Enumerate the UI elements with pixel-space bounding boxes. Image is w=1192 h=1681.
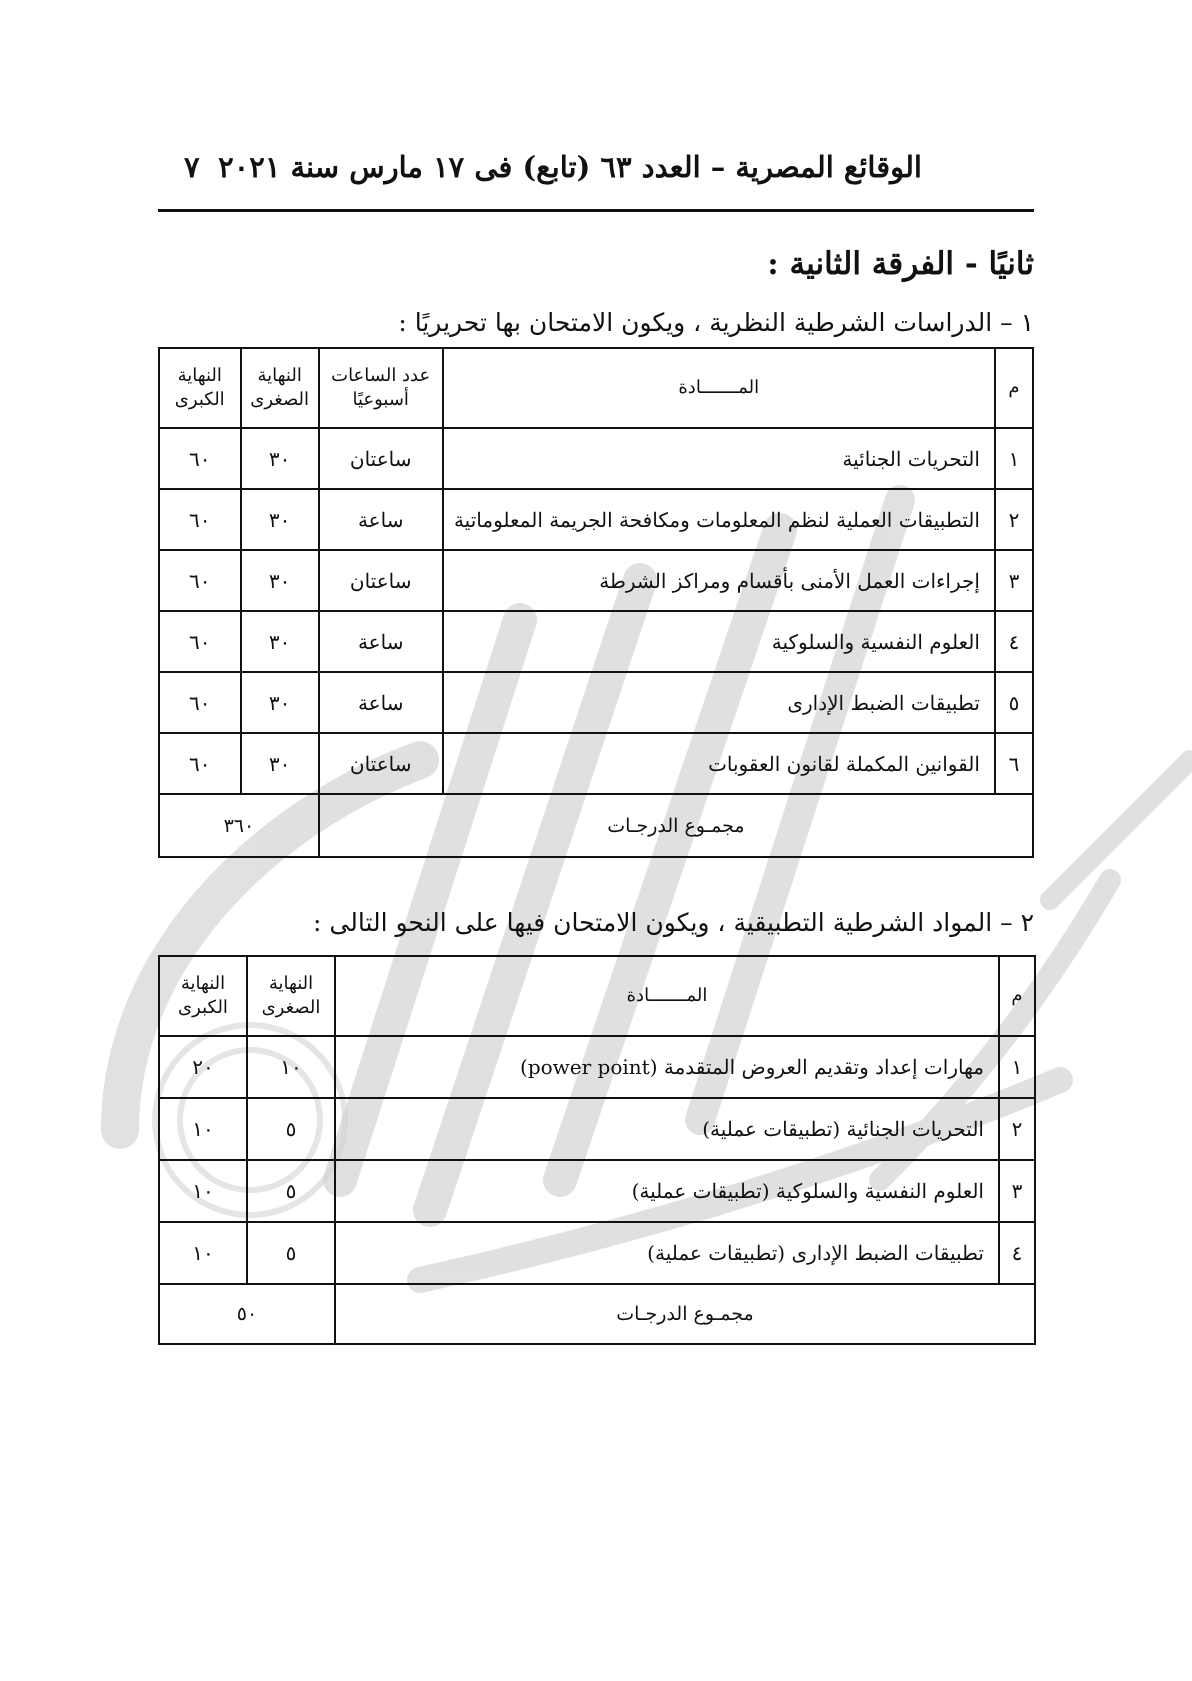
gazette-title: الوقائع المصرية – العدد ٦٣ (تابع) فى ١٧ مارس سنة ٢٠٢١ (218, 150, 922, 184)
row-max: ٦٠ (159, 672, 241, 733)
col-header-num: م (995, 348, 1033, 428)
page-header (158, 150, 1034, 200)
table-row (159, 489, 1033, 550)
row-max: ١٠ (159, 1160, 247, 1222)
col-header-max: النهاية الكبرى (159, 348, 241, 428)
row-max: ٦٠ (159, 428, 241, 489)
row-num: ٢ (995, 489, 1033, 550)
table-row (159, 428, 1033, 489)
col-header-subject: المـــــــادة (443, 348, 995, 428)
col-header-min: النهاية الصغرى (241, 348, 319, 428)
row-subject: إجراءات العمل الأمنى بأقسام ومراكز الشرطة (443, 550, 995, 611)
row-min: ٣٠ (241, 672, 319, 733)
row-subject: التحريات الجنائية (تطبيقات عملية) (335, 1098, 999, 1160)
row-subject: التحريات الجنائية (443, 428, 995, 489)
header-rule (158, 209, 1034, 212)
row-num: ٣ (995, 550, 1033, 611)
row-subject: تطبيقات الضبط الإدارى (443, 672, 995, 733)
row-max: ٦٠ (159, 733, 241, 794)
row-max: ٦٠ (159, 611, 241, 672)
row-hours: ساعتان (319, 733, 443, 794)
row-min: ٥ (247, 1222, 335, 1284)
row-min: ٥ (247, 1160, 335, 1222)
page-number: ٧ (184, 150, 200, 184)
table-row (159, 1222, 1035, 1284)
table-row (159, 733, 1033, 794)
row-hours: ساعة (319, 489, 443, 550)
row-max: ١٠ (159, 1222, 247, 1284)
total-value: ٥٠ (159, 1284, 335, 1344)
row-hours: ساعة (319, 672, 443, 733)
theory-subjects-table (158, 347, 1034, 858)
row-min: ٣٠ (241, 733, 319, 794)
row-num: ١ (999, 1036, 1035, 1098)
total-value: ٣٦٠ (159, 794, 319, 857)
row-subject: تطبيقات الضبط الإدارى (تطبيقات عملية) (335, 1222, 999, 1284)
table-row (159, 550, 1033, 611)
col-header-max: النهاية الكبرى (159, 956, 247, 1036)
row-num: ٢ (999, 1098, 1035, 1160)
table1-heading: ١ – الدراسات الشرطية النظرية ، ويكون الامتحان بها تحريريًا : (398, 308, 1034, 337)
row-num: ٥ (995, 672, 1033, 733)
row-max: ١٠ (159, 1098, 247, 1160)
table-row (159, 1160, 1035, 1222)
table-header-row (159, 348, 1033, 428)
table2-heading: ٢ – المواد الشرطية التطبيقية ، ويكون الامتحان فيها على النحو التالى : (313, 908, 1034, 937)
row-min: ٣٠ (241, 611, 319, 672)
row-num: ٣ (999, 1160, 1035, 1222)
row-hours: ساعتان (319, 428, 443, 489)
table-header-row (159, 956, 1035, 1036)
col-header-num: م (999, 956, 1035, 1036)
row-subject: مهارات إعداد وتقديم العروض المتقدمة (power point) (335, 1036, 999, 1098)
row-num: ٤ (995, 611, 1033, 672)
row-subject: العلوم النفسية والسلوكية (تطبيقات عملية) (335, 1160, 999, 1222)
row-subject: العلوم النفسية والسلوكية (443, 611, 995, 672)
table-row (159, 672, 1033, 733)
row-hours: ساعة (319, 611, 443, 672)
row-max: ٦٠ (159, 550, 241, 611)
col-header-subject: المـــــــادة (335, 956, 999, 1036)
row-num: ٤ (999, 1222, 1035, 1284)
row-min: ٣٠ (241, 428, 319, 489)
row-num: ١ (995, 428, 1033, 489)
row-max: ٦٠ (159, 489, 241, 550)
applied-subjects-table (158, 955, 1036, 1345)
row-min: ٣٠ (241, 489, 319, 550)
total-row (159, 1284, 1035, 1344)
col-header-min: النهاية الصغرى (247, 956, 335, 1036)
row-num: ٦ (995, 733, 1033, 794)
col-header-hours: عدد الساعات أسبوعيًا (319, 348, 443, 428)
row-hours: ساعتان (319, 550, 443, 611)
row-subject: القوانين المكملة لقانون العقوبات (443, 733, 995, 794)
total-row (159, 794, 1033, 857)
row-min: ١٠ (247, 1036, 335, 1098)
total-label: مجمـوع الدرجـات (335, 1284, 1035, 1344)
table-row (159, 1036, 1035, 1098)
table-row (159, 1098, 1035, 1160)
row-subject: التطبيقات العملية لنظم المعلومات ومكافحة الجريمة المعلوماتية (443, 489, 995, 550)
section-title: ثانيًا - الفرقة الثانية : (767, 246, 1034, 282)
table-row (159, 611, 1033, 672)
row-min: ٣٠ (241, 550, 319, 611)
row-min: ٥ (247, 1098, 335, 1160)
total-label: مجمـوع الدرجـات (319, 794, 1033, 857)
row-max: ٢٠ (159, 1036, 247, 1098)
